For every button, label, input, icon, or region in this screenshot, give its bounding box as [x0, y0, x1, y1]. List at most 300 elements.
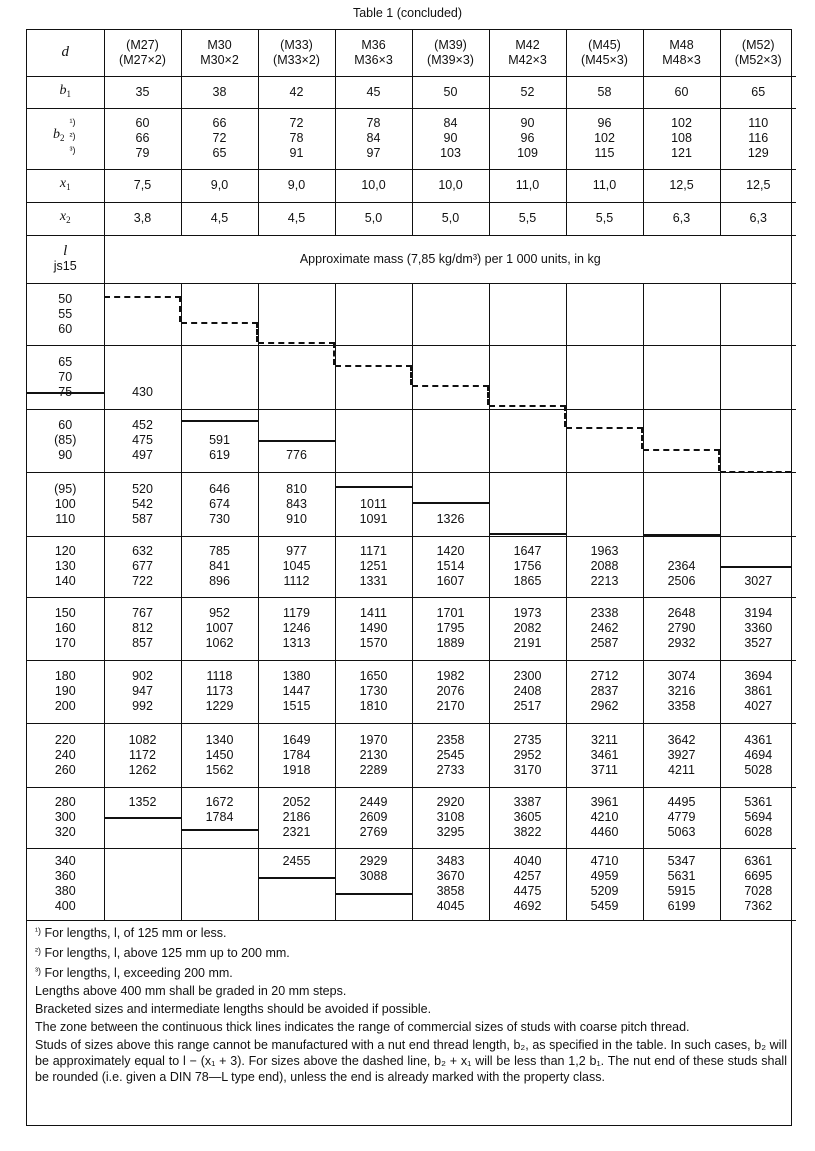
mass-value: 6361	[744, 854, 773, 868]
length-value: 150	[54, 606, 76, 620]
length-value: 130	[54, 559, 76, 573]
length-value: 75	[58, 384, 73, 399]
mass-cell	[181, 472, 258, 536]
mass-value: 2186	[282, 810, 311, 824]
mass-cell	[104, 409, 181, 472]
mass-value: 1011	[360, 496, 387, 511]
mass-value	[644, 292, 720, 307]
mass-cell	[489, 536, 566, 597]
mass-value	[567, 482, 643, 497]
thick-boundary-segment	[643, 534, 720, 536]
mass-cell	[720, 409, 796, 472]
length-value: (85)	[54, 433, 77, 447]
mass-value: 2082	[513, 621, 542, 635]
dashed-boundary-segment	[181, 322, 258, 324]
size-fine-label: M36×3	[354, 52, 393, 67]
size-fine-label: M42×3	[508, 52, 547, 67]
mass-cell	[412, 345, 489, 409]
mass-value	[644, 512, 720, 527]
mass-value: 5694	[744, 810, 773, 824]
mass-value: 6199	[667, 899, 696, 913]
mass-value: 1889	[436, 636, 465, 650]
length-values	[27, 536, 104, 597]
length-value: 55	[58, 306, 73, 321]
boundary-riser	[487, 385, 489, 405]
mass-value	[644, 307, 720, 322]
mass-value	[182, 292, 258, 307]
mass-value	[644, 433, 720, 448]
mass-value	[105, 292, 181, 307]
b2-value: 97	[366, 146, 381, 160]
length-value: 110	[55, 511, 76, 526]
mass-cell	[335, 660, 412, 723]
header-size	[566, 30, 643, 76]
mass-value: 1007	[205, 621, 234, 635]
x2-value: 6,3	[643, 202, 720, 235]
mass-value: 2191	[513, 636, 542, 650]
mass-value	[182, 869, 258, 884]
mass-value: 857	[132, 636, 153, 650]
length-value: 340	[54, 854, 76, 868]
mass-cell	[335, 787, 412, 848]
b2-value: 65	[212, 146, 227, 160]
mass-value	[336, 433, 412, 448]
mass-value	[182, 355, 258, 370]
mass-value	[413, 370, 489, 385]
mass-cell	[335, 723, 412, 787]
mass-value	[182, 825, 258, 840]
mass-cell	[643, 848, 720, 920]
mass-value: 3088	[359, 869, 388, 883]
mass-value	[259, 292, 335, 307]
mass-value: 3694	[744, 669, 773, 683]
length-values	[27, 472, 104, 536]
mass-value	[567, 355, 643, 370]
mass-value	[105, 307, 181, 322]
mass-cell	[720, 787, 796, 848]
mass-value: 1865	[513, 574, 542, 588]
b2-row	[27, 108, 796, 169]
mass-cell	[720, 283, 796, 345]
dashed-boundary-segment	[489, 405, 566, 407]
length-value: 200	[54, 699, 76, 713]
mass-cell	[566, 660, 643, 723]
mass-value: 1607	[436, 574, 465, 588]
mass-value	[336, 482, 412, 497]
mass-value: 3527	[744, 636, 773, 650]
mass-value: 3211	[591, 732, 618, 747]
mass-value	[567, 307, 643, 322]
mass-cell	[643, 660, 720, 723]
mass-value: 3027	[744, 574, 773, 588]
mass-value	[721, 482, 797, 497]
b2-label: $b_2$ ¹) ²) ³)	[27, 108, 104, 169]
mass-value: 896	[209, 574, 230, 588]
mass-cell	[412, 283, 489, 345]
footnote-1: $^{^1)}$ For lengths, l, of 125 mm or less.	[35, 926, 227, 940]
note-lengths: Lengths above 400 mm shall be graded in 20 mm steps.	[35, 984, 347, 998]
thick-boundary-segment	[412, 502, 489, 504]
mass-value: 4045	[436, 899, 465, 913]
mass-value: 1795	[436, 621, 465, 635]
mass-value: 841	[209, 559, 230, 573]
mass-value: 992	[132, 699, 153, 713]
mass-value: 3961	[590, 795, 619, 809]
mass-value	[721, 307, 797, 322]
b2-footnote-mark: ²)	[69, 130, 76, 141]
notes	[35, 923, 787, 1087]
mass-value	[567, 512, 643, 527]
mass-value: 1173	[206, 684, 233, 698]
mass-value: 1082	[128, 732, 157, 747]
thick-boundary-segment	[258, 440, 335, 442]
d-label: d	[61, 44, 69, 61]
mass-value: 2962	[590, 699, 619, 713]
b2-values	[335, 108, 412, 169]
mass-value: 812	[132, 621, 153, 635]
b2-value: 72	[212, 131, 227, 145]
mass-value: 5459	[590, 899, 619, 913]
b2-value: 96	[520, 131, 535, 145]
mass-value: 1730	[359, 684, 388, 698]
mass-value	[182, 307, 258, 322]
mass-value: 2932	[667, 636, 696, 650]
x2-value: 5,5	[566, 202, 643, 235]
mass-value: 1229	[205, 699, 234, 713]
note-zone: The zone between the continuous thick lines indicates the range of commercial sizes of studs with coarse pitch thread.	[35, 1020, 690, 1034]
length-group	[27, 409, 796, 472]
b2-values	[489, 108, 566, 169]
boundary-riser	[718, 449, 720, 471]
mass-value: 3387	[513, 795, 542, 809]
mass-value: 677	[132, 559, 153, 573]
mass-cell	[335, 345, 412, 409]
mass-cell	[412, 660, 489, 723]
mass-value	[721, 448, 797, 463]
mass-value: 7362	[744, 899, 773, 913]
mass-value: 674	[209, 496, 230, 511]
mass-value	[105, 884, 181, 899]
mass-cell	[566, 723, 643, 787]
mass-value: 1756	[513, 559, 542, 573]
thick-boundary-segment	[335, 486, 412, 488]
mass-value: 1650	[359, 669, 388, 683]
mass-value: 4460	[590, 825, 619, 839]
b2-value: 96	[597, 116, 612, 130]
mass-value	[721, 292, 797, 307]
mass-value: 3216	[667, 684, 696, 698]
mass-value: 1352	[128, 795, 157, 809]
mass-value	[490, 307, 566, 322]
mass-value	[182, 884, 258, 899]
mass-value	[567, 385, 643, 400]
header-row	[27, 30, 796, 76]
thick-boundary-segment	[489, 533, 566, 535]
mass-value	[413, 482, 489, 497]
mass-value	[413, 433, 489, 448]
mass-value: 785	[209, 544, 230, 558]
mass-value	[567, 448, 643, 463]
mass-cell	[181, 660, 258, 723]
mass-value: 3927	[667, 747, 696, 762]
size-fine-label: M48×3	[662, 52, 701, 67]
x1-value: 10,0	[412, 169, 489, 202]
mass-value	[490, 355, 566, 370]
length-value: 65	[58, 354, 73, 369]
mass-value	[182, 899, 258, 914]
mass-value: 2130	[359, 747, 388, 762]
mass-cell	[720, 345, 796, 409]
mass-value: 2455	[282, 854, 311, 868]
mass-value: 1515	[282, 699, 311, 713]
mass-value	[490, 448, 566, 463]
b1-label: $b_1$	[27, 76, 104, 108]
mass-value	[259, 355, 335, 370]
mass-value: 2735	[513, 732, 542, 747]
size-label: (M45)	[588, 37, 621, 52]
mass-cell	[181, 283, 258, 345]
mass-value: 2733	[436, 762, 465, 777]
mass-cell	[104, 660, 181, 723]
b2-values	[258, 108, 335, 169]
mass-value: 2052	[282, 795, 311, 809]
size-label: (M33)	[280, 37, 313, 52]
mass-value	[259, 307, 335, 322]
header-size	[720, 30, 796, 76]
mass-cell	[181, 345, 258, 409]
mass-value	[567, 322, 643, 337]
mass-value: 910	[286, 511, 307, 526]
mass-cell	[489, 597, 566, 660]
mass-cell	[258, 536, 335, 597]
mass-value: 2609	[359, 810, 388, 824]
x1-value: 10,0	[335, 169, 412, 202]
mass-cell	[412, 723, 489, 787]
mass-cell	[335, 409, 412, 472]
size-fine-label: (M33×2)	[273, 52, 320, 67]
mass-value: 475	[132, 433, 153, 447]
b2-values	[643, 108, 720, 169]
mass-value: 1326	[436, 511, 465, 526]
mass-value	[336, 448, 412, 463]
mass-value	[721, 355, 797, 370]
b2-value: 72	[289, 116, 304, 130]
x2-value: 5,5	[489, 202, 566, 235]
mass-value: 587	[132, 511, 153, 526]
mass-value: 1490	[359, 621, 388, 635]
mass-value: 1251	[359, 559, 388, 573]
mass-value: 1262	[128, 762, 157, 777]
b2-value: 78	[366, 116, 381, 130]
boundary-riser	[179, 296, 181, 322]
mass-cell	[643, 472, 720, 536]
b2-value: 102	[671, 116, 692, 130]
length-group	[27, 536, 796, 597]
mass-value	[336, 899, 412, 914]
b1-value: 45	[335, 76, 412, 108]
length-values	[27, 723, 104, 787]
mass-value: 1514	[436, 559, 465, 573]
mass-cell	[720, 472, 796, 536]
mass-value: 977	[286, 544, 307, 558]
mass-value: 947	[132, 684, 153, 698]
x2-label: $x_2$	[27, 202, 104, 235]
mass-cell	[412, 848, 489, 920]
x2-value: 4,5	[181, 202, 258, 235]
dashed-boundary-segment	[643, 449, 720, 451]
b2-value: 121	[671, 146, 692, 160]
mass-value: 1171	[360, 544, 387, 558]
mass-cell	[720, 660, 796, 723]
mass-cell	[181, 787, 258, 848]
length-value: 140	[54, 574, 76, 588]
x1-label: $x_1$	[27, 169, 104, 202]
x1-row	[27, 169, 796, 202]
mass-value	[644, 355, 720, 370]
mass-cell	[181, 848, 258, 920]
mass-value: 3861	[744, 684, 773, 698]
mass-value: 1784	[282, 747, 311, 762]
mass-value: 1179	[283, 606, 310, 620]
b1-row	[27, 76, 796, 108]
length-value: 190	[54, 684, 76, 698]
mass-cell	[104, 848, 181, 920]
length-group	[27, 660, 796, 723]
size-fine-label: (M39×3)	[427, 52, 474, 67]
mass-value: 591	[209, 433, 230, 447]
b1-value: 38	[181, 76, 258, 108]
mass-value	[259, 370, 335, 385]
mass-value: 1570	[359, 636, 388, 650]
mass-value	[490, 512, 566, 527]
mass-value: 2289	[359, 762, 388, 777]
length-value: 170	[54, 636, 76, 650]
mass-cell	[566, 283, 643, 345]
length-value: 160	[54, 621, 76, 635]
length-group	[27, 848, 796, 920]
mass-value: 1982	[436, 669, 465, 683]
b2-value: 110	[748, 116, 769, 130]
mass-value: 1647	[513, 544, 542, 558]
b2-footnote-mark: ¹)	[69, 116, 76, 127]
length-values	[27, 283, 104, 345]
mass-value	[413, 448, 489, 463]
mass-value: 810	[286, 481, 307, 496]
b2-value: 108	[671, 131, 692, 145]
mass-value: 2364	[667, 559, 696, 573]
mass-value: 619	[209, 448, 230, 462]
mass-value: 3074	[667, 669, 696, 683]
x1-value: 11,0	[566, 169, 643, 202]
mass-value: 1784	[205, 810, 234, 824]
mass-value: 767	[132, 606, 153, 620]
mass-value: 4475	[513, 884, 542, 898]
length-values	[27, 597, 104, 660]
mass-value: 1447	[282, 684, 311, 698]
mass-cell	[335, 283, 412, 345]
mass-value: 5361	[744, 795, 773, 809]
b2-value: 90	[520, 116, 535, 130]
mass-value: 1062	[205, 636, 234, 650]
mass-value: 2837	[590, 684, 619, 698]
mass-cell	[566, 345, 643, 409]
mass-value: 1562	[205, 762, 234, 777]
header-size	[335, 30, 412, 76]
mass-value: 2358	[436, 732, 465, 747]
mass-cell	[489, 723, 566, 787]
footnote-2: $^{^2)}$ For lengths, l, above 125 mm up to 200 mm.	[35, 946, 290, 960]
length-group	[27, 723, 796, 787]
mass-cell	[566, 536, 643, 597]
dashed-boundary-segment	[566, 427, 643, 429]
b2-value: 116	[748, 131, 769, 145]
mass-value: 2545	[436, 747, 465, 762]
length-value: 400	[54, 899, 76, 913]
mass-value	[105, 854, 181, 869]
mass-value	[490, 322, 566, 337]
mass-value: 1973	[513, 606, 542, 620]
mass-value: 3194	[744, 606, 773, 620]
mass-value: 1118	[206, 669, 233, 683]
mass-value: 1672	[205, 795, 234, 809]
mass-value: 1810	[359, 699, 388, 713]
thick-boundary-segment	[720, 566, 791, 568]
x2-value: 6,3	[720, 202, 796, 235]
mass-value: 2648	[667, 606, 696, 620]
x1-value: 9,0	[181, 169, 258, 202]
mass-value: 2462	[590, 621, 619, 635]
mass-cell	[643, 345, 720, 409]
footnote-3: $^{^3)}$ For lengths, l, exceeding 200 mm.	[35, 966, 233, 980]
mass-value	[336, 385, 412, 400]
mass-value: 4692	[513, 899, 542, 913]
mass-cell	[412, 536, 489, 597]
mass-cell	[643, 723, 720, 787]
note-bracketed: Bracketed sizes and intermediate lengths should be avoided if possible.	[35, 1002, 432, 1016]
boundary-riser	[564, 405, 566, 427]
mass-cell	[720, 848, 796, 920]
mass-cell	[720, 597, 796, 660]
mass-value: 1091	[359, 511, 388, 526]
length-value: (95)	[54, 481, 77, 496]
length-group	[27, 472, 796, 536]
mass-cell	[643, 597, 720, 660]
mass-cell	[104, 472, 181, 536]
mass-value	[644, 385, 720, 400]
mass-cell	[566, 409, 643, 472]
mass-value	[336, 307, 412, 322]
mass-value	[336, 370, 412, 385]
b2-value: 84	[443, 116, 458, 130]
mass-value: 3170	[513, 762, 542, 777]
mass-value: 542	[132, 496, 153, 511]
mass-value: 7028	[744, 884, 773, 898]
x2-value: 3,8	[104, 202, 181, 235]
mass-cell	[566, 787, 643, 848]
length-value: 220	[54, 732, 76, 747]
mass-value: 520	[132, 481, 153, 496]
mass-value: 3858	[436, 884, 465, 898]
x1-value: 11,0	[489, 169, 566, 202]
mass-value: 1970	[359, 732, 388, 747]
length-values	[27, 787, 104, 848]
mass-value: 1172	[129, 747, 156, 762]
mass-value: 722	[132, 574, 153, 588]
mass-value: 6695	[744, 869, 773, 883]
mass-value: 632	[132, 544, 153, 558]
mass-value	[490, 370, 566, 385]
mass-value	[567, 497, 643, 512]
